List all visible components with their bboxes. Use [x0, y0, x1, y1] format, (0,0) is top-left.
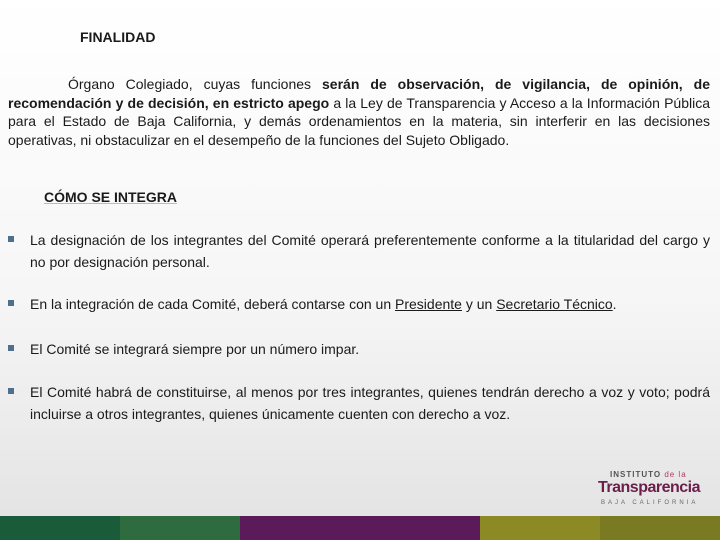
finalidad-heading: FINALIDAD: [80, 29, 156, 45]
text-segment: .: [612, 296, 617, 312]
list-item-text: El Comité habrá de constituirse, al menos por tres integrantes, quienes tendrán derecho a voz y voto; podrá incluirse a otros integrantes, quienes únicamente cuenten con derecho a voz.: [30, 384, 710, 422]
text-segment: En la integración de cada Comité, deberá contarse con un: [30, 296, 396, 312]
list-item: [8, 293, 710, 315]
list-item: [8, 381, 710, 425]
bullet-square-icon: [8, 300, 14, 306]
finalidad-bold: serán de observación, de vigilancia, de opinión, de recomendación y de decisión, en estricto apego: [8, 76, 710, 111]
footer-color-band: [0, 516, 720, 540]
bullet-square-icon: [8, 388, 14, 394]
footer-segment: [600, 516, 720, 540]
list-item-text: El Comité se integrará siempre por un número impar.: [30, 341, 360, 357]
list-item: [8, 338, 710, 360]
finalidad-paragraph: [8, 75, 710, 149]
finalidad-lead: Órgano Colegiado, cuyas funciones: [68, 76, 323, 92]
logo-sub-text: BAJA CALIFORNIA: [601, 500, 699, 506]
list-item-text: La designación de los integrantes del Comité operará preferentemente conforme a la titularidad del cargo y no por designación personal.: [30, 232, 710, 270]
text-segment: y un: [461, 296, 497, 312]
logo-top-text: INSTITUTO de la: [610, 470, 687, 479]
footer-segment: [0, 516, 120, 540]
list-item: [8, 229, 710, 273]
list-item-text: [30, 293, 710, 315]
footer-segment: [240, 516, 480, 540]
logo-brand-text: Transparencia: [598, 479, 700, 496]
footer-segment: [480, 516, 600, 540]
instituto-transparencia-logo: [598, 470, 703, 510]
bullet-square-icon: [8, 345, 14, 351]
presidente-text: Presidente: [395, 296, 462, 312]
secretario-tecnico-text: Secretario Técnico: [496, 296, 613, 312]
como-se-integra-heading: CÓMO SE INTEGRA: [44, 189, 178, 205]
bullet-square-icon: [8, 236, 14, 242]
footer-segment: [120, 516, 240, 540]
finalidad-rest: a la Ley de Transparencia y Acceso a la Información Pública para el Estado de Baja California, y demás ordenamientos en la materia, sin interferir en las decisiones operativas, ni obstaculizar en el desempeño de la funciones del Sujeto Obligado.: [8, 94, 710, 148]
